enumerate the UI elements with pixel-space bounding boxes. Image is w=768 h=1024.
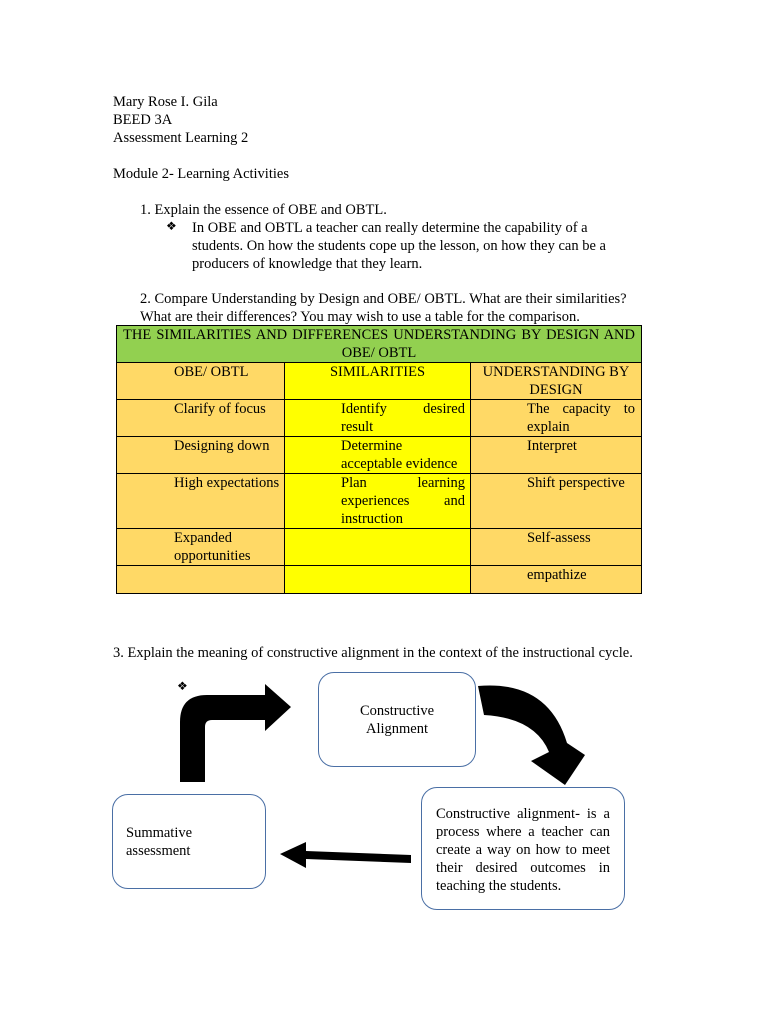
question-2-line-1: 2. Compare Understanding by Design and OBE/ OBTL. What are their similarities? <box>140 291 627 307</box>
answer-1-line-3: producers of knowledge that they learn. <box>192 256 423 272</box>
summative-assessment-box <box>112 794 266 889</box>
summative-assessment-label: Summative assessment <box>126 825 193 859</box>
table-cell: Designing down <box>117 437 285 474</box>
table-cell: Shift perspective <box>471 474 642 529</box>
question-2-line-2: What are their differences? You may wish to use a table for the comparison. <box>140 309 580 325</box>
definition-text: Constructive alignment- is a process where a teacher can create a way on how to meet their desired outcomes in teaching the students. <box>436 806 610 894</box>
bent-arrow-up-right-icon <box>180 684 291 782</box>
table-cell: High expectations <box>117 474 285 529</box>
question-3: 3. Explain the meaning of constructive alignment in the context of the instructional cycle. <box>113 645 633 661</box>
student-name: Mary Rose I. Gila <box>113 94 218 110</box>
column-header-similarities: SIMILARITIES <box>285 363 471 400</box>
column-header-obe: OBE/ OBTL <box>117 363 285 400</box>
table-cell: The capacity to explain <box>471 400 642 437</box>
student-section: BEED 3A <box>113 112 173 128</box>
table-cell: Plan learning experiences and instruction <box>285 474 471 529</box>
curved-arrow-down-icon <box>478 685 585 785</box>
table-title: THE SIMILARITIES AND DIFFERENCES UNDERSTANDING BY DESIGN AND OBE/ OBTL <box>117 326 642 363</box>
table-cell: Identify desired result <box>285 400 471 437</box>
table-cell: Determine acceptable evidence <box>285 437 471 474</box>
arrow-left-icon <box>280 842 411 868</box>
constructive-alignment-box <box>318 672 476 767</box>
table-cell: Clarify of focus <box>117 400 285 437</box>
table-cell: empathize <box>471 566 642 594</box>
table-cell: Expanded opportunities <box>117 529 285 566</box>
answer-1-line-2: students. On how the students cope up the lesson, on how they can be a <box>192 238 606 254</box>
course-name: Assessment Learning 2 <box>113 130 249 146</box>
table-cell: Interpret <box>471 437 642 474</box>
question-1: 1. Explain the essence of OBE and OBTL. <box>140 202 387 218</box>
table-cell: Self-assess <box>471 529 642 566</box>
module-title: Module 2- Learning Activities <box>113 166 289 182</box>
column-header-ubd: UNDERSTANDING BY DESIGN <box>471 363 642 400</box>
bullet-diamond-icon: ❖ <box>177 679 188 693</box>
answer-1-line-1: In OBE and OBTL a teacher can really determine the capability of a <box>192 220 588 236</box>
definition-box <box>421 787 625 910</box>
constructive-alignment-label: Constructive Alignment <box>359 702 435 737</box>
bullet-diamond-icon: ❖ <box>166 219 177 233</box>
